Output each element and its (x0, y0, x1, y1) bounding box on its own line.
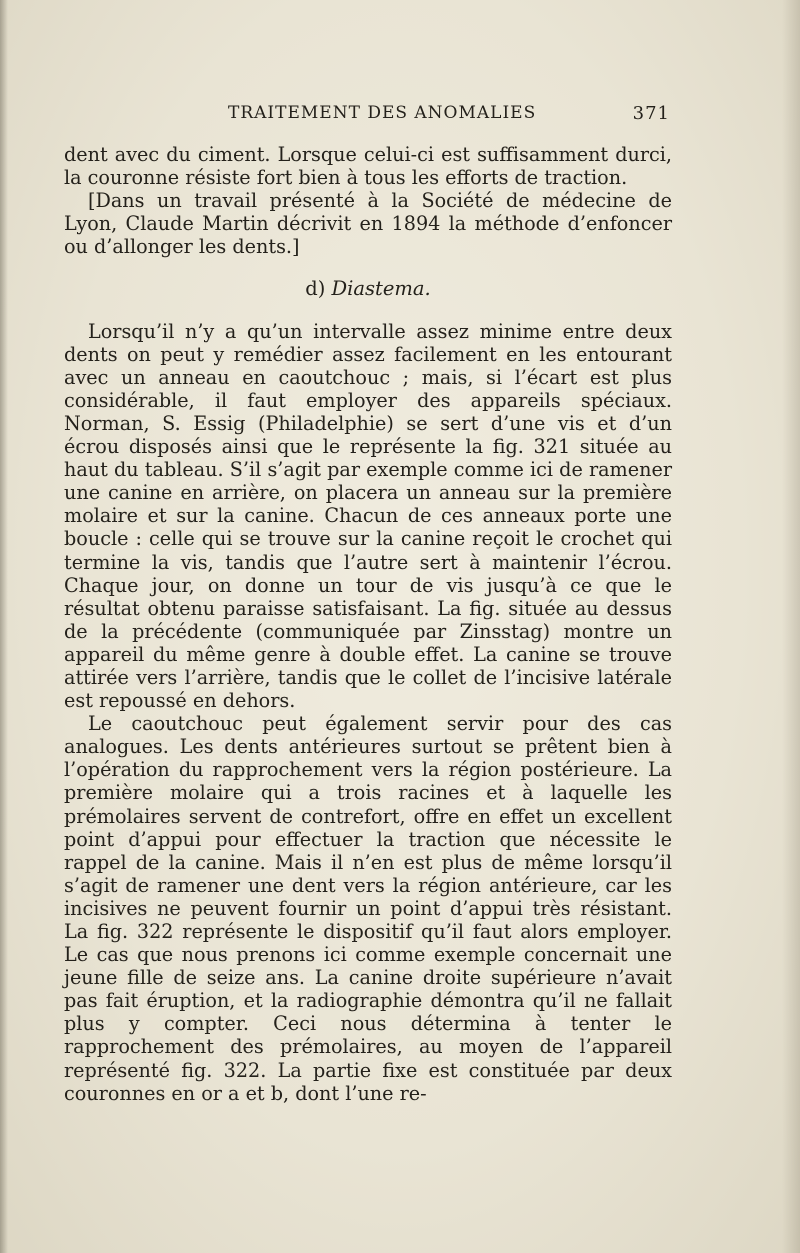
page-number: 371 (632, 103, 670, 124)
section-label: d) (305, 277, 332, 301)
paragraph-4: Le caoutchouc peut également servir pour des cas analogues. Les dents antérieures surtout se prêtent bien à l’opération du rapprochement vers la région postérieure. La première molaire qui a trois racines et à laquelle les prémolaires servent de contrefort, offre en effet un excellent point d’appui pour effectuer la traction que nécessite le rappel de la canine. Mais il n’en est plus de même lorsqu’il s’agit de ramener une dent vers la région antérieure, car les incisives ne peuvent fournir un point d’appui très résistant. La fig. 322 représente le dispositif qu’il faut alors employer. Le cas que nous prenons ici comme exemple concernait une jeune fille de seize ans. La canine droite supérieure n’avait pas fait éruption, et la radiographie démontra qu’il ne fallait plus y compter. Ceci nous détermina à tenter le rapprochement des prémolaires, au moyen de l’appareil représenté fig. 322. La partie fixe est constituée par deux couronnes en or a et b, dont l’une re- (64, 712, 672, 1105)
body-text (64, 143, 672, 1105)
section-heading (64, 277, 672, 300)
section-title: Diastema. (331, 277, 431, 301)
paragraph-1: dent avec du ciment. Lorsque celui-ci est suffisamment durci, la couronne résiste fort bien à tous les efforts de traction. (64, 143, 672, 190)
running-head: TRAITEMENT DES ANOMALIES (228, 103, 537, 123)
page-header (200, 103, 670, 129)
paragraph-3: Lorsqu’il n’y a qu’un intervalle assez minime entre deux dents on peut y remédier assez facilement en les entourant avec un anneau en caoutchouc ; mais, si l’écart est plus considérable, il faut employer des appareils spéciaux. Norman, S. Essig (Philadelphie) se sert d’une vis et d’un écrou disposés ainsi que le représente la fig. 321 située au haut du tableau. S’il s’agit par exemple comme ici de ramener une canine en arrière, on placera un anneau sur la première molaire et sur la canine. Chacun de ces anneaux porte une boucle : celle qui se trouve sur la canine reçoit le crochet qui termine la vis, tandis que l’autre sert à maintenir l’écrou. Chaque jour, on donne un tour de vis jusqu’à ce que le résultat obtenu paraisse satisfaisant. La fig. située au dessus de la précédente (communiquée par Zinsstag) montre un appareil du même genre à double effet. La canine se trouve attirée vers l’arrière, tandis que le collet de l’incisive latérale est repoussé en dehors. (64, 319, 672, 713)
paragraph-2: [Dans un travail présenté à la Société de médecine de Lyon, Claude Martin décrivit en 1894 la méthode d’enfoncer ou d’allonger les dents.] (64, 189, 672, 259)
